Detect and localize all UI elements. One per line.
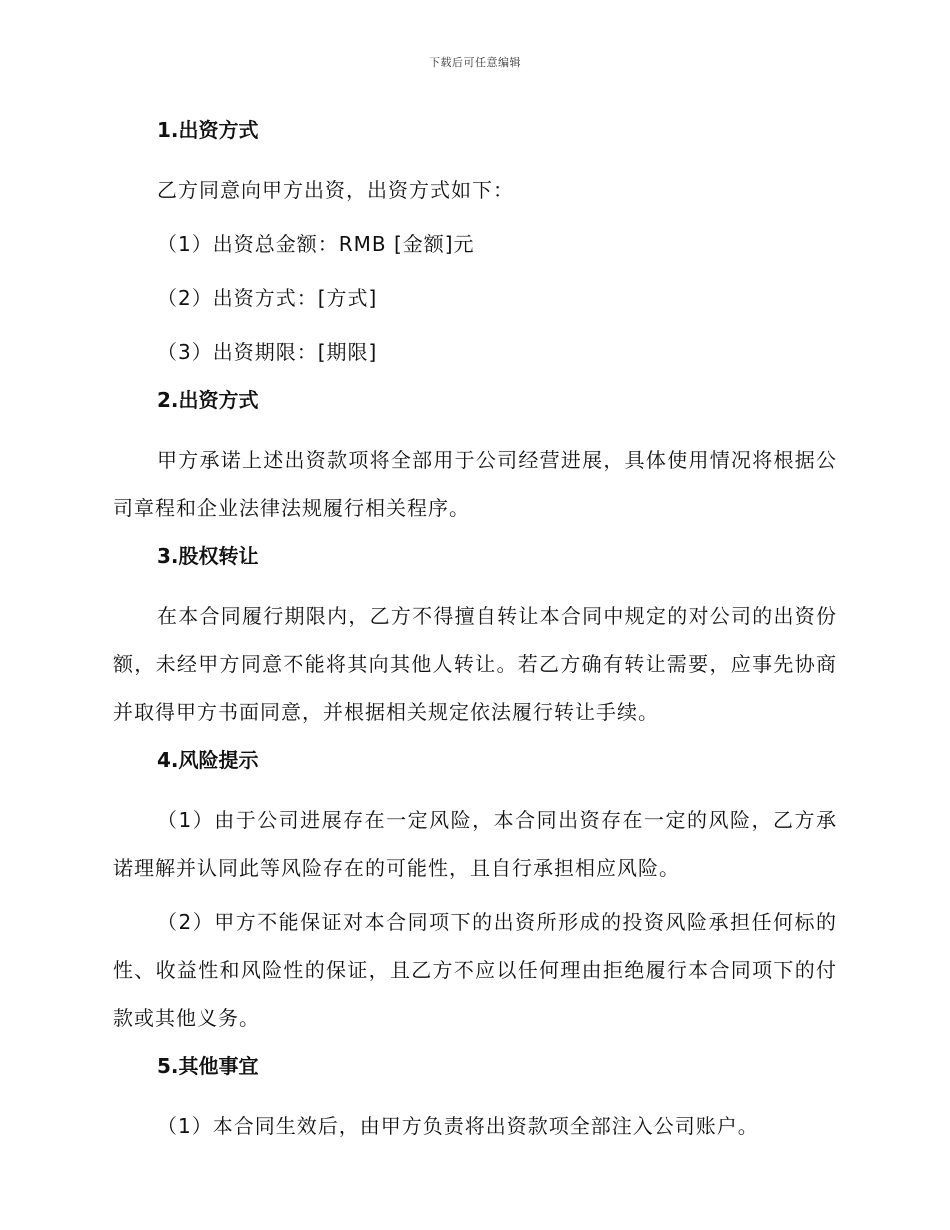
section-heading-5: 5.其他事宜 [157,1054,259,1078]
section-4-paragraph-2: （2）甲方不能保证对本合同项下的出资所形成的投资风险承担任何标的性、收益性和风险性的保证，且乙方不应以任何理由拒绝履行本合同项下的付款或其他义务。 [113,910,837,1030]
section-2-paragraph: 甲方承诺上述出资款项将全部用于公司经营进展，具体使用情况将根据公司章程和企业法律法规履行相关程序。 [113,448,837,520]
section-1-intro: 乙方同意向甲方出资，出资方式如下： [157,178,514,202]
section-heading-2: 2.出资方式 [157,388,259,412]
section-5-item-1: （1）本合同生效后，由甲方负责将出资款项全部注入公司账户。 [157,1114,759,1138]
section-heading-4: 4.风险提示 [157,748,259,772]
page-header: 下载后可任意编辑 [429,56,521,69]
section-4-paragraph-1: （1）由于公司进展存在一定风险，本合同出资存在一定的风险，乙方承诺理解并认同此等风险存在的可能性，且自行承担相应风险。 [113,808,837,880]
section-1-item-3: （3）出资期限：[期限] [157,340,378,364]
section-heading-1: 1.出资方式 [157,118,259,142]
section-3-paragraph: 在本合同履行期限内，乙方不得擅自转让本合同中规定的对公司的出资份额，未经甲方同意不能将其向其他人转让。若乙方确有转让需要，应事先协商并取得甲方书面同意，并根据相关规定依法履行转让手续。 [113,604,837,724]
section-heading-3: 3.股权转让 [157,544,259,568]
section-1-item-1: （1）出资总金额：RMB [金额]元 [157,232,475,256]
section-1-item-2: （2）出资方式：[方式] [157,286,378,310]
document-body [113,112,837,1156]
